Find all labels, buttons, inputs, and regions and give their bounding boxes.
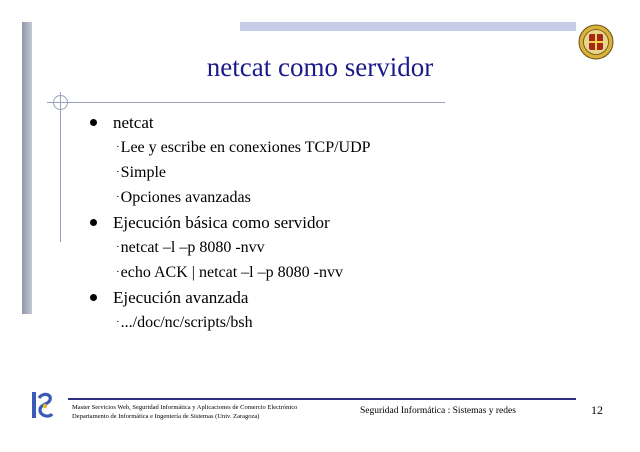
sub-text: Opciones avanzadas bbox=[120, 189, 251, 206]
rule-ring-ornament bbox=[53, 95, 68, 110]
sub-marker: · bbox=[116, 141, 120, 153]
bullet-item bbox=[90, 110, 550, 135]
sub-item bbox=[90, 310, 550, 335]
footer-credits bbox=[72, 403, 297, 421]
bullet-item bbox=[90, 285, 550, 310]
sub-text: netcat –l –p 8080 -nvv bbox=[120, 239, 265, 256]
sub-item bbox=[90, 135, 550, 160]
sub-marker: · bbox=[116, 266, 120, 278]
sub-item bbox=[90, 235, 550, 260]
sub-marker: · bbox=[116, 191, 120, 203]
footer-line-2: Departamento de Informática e Ingeniería de Sistemas (Univ. Zaragoza) bbox=[72, 413, 260, 420]
sub-text: .../doc/nc/scripts/bsh bbox=[120, 314, 253, 331]
sub-text: Lee y escribe en conexiones TCP/UDP bbox=[120, 139, 371, 156]
bullet-dot-icon bbox=[90, 219, 97, 226]
department-logo-icon bbox=[30, 390, 54, 420]
bullet-dot-icon bbox=[90, 119, 97, 126]
footer-rule bbox=[68, 398, 576, 400]
footer-course-title: Seguridad Informática : Sistemas y redes bbox=[360, 406, 516, 416]
sub-marker: · bbox=[116, 316, 120, 328]
title-rule-horizontal bbox=[47, 102, 445, 103]
footer-line-1: Master Servicios Web, Seguridad Informática y Aplicaciones de Comercio Electrónico bbox=[72, 404, 298, 411]
title-rule-vertical bbox=[60, 92, 61, 242]
sub-item bbox=[90, 260, 550, 285]
bullet-text: Ejecución avanzada bbox=[113, 288, 249, 307]
bullet-text: netcat bbox=[113, 113, 154, 132]
sub-item bbox=[90, 185, 550, 210]
sub-text: echo ACK | netcat –l –p 8080 -nvv bbox=[120, 264, 343, 281]
top-decor-bar bbox=[240, 22, 576, 31]
bullet-text: Ejecución básica como servidor bbox=[113, 213, 330, 232]
bullet-list bbox=[90, 110, 550, 335]
left-decor-bar bbox=[22, 22, 32, 314]
page-number: 12 bbox=[591, 403, 603, 417]
sub-item bbox=[90, 160, 550, 185]
bullet-item bbox=[90, 210, 550, 235]
sub-text: Simple bbox=[120, 164, 167, 181]
university-crest-icon bbox=[578, 24, 614, 60]
sub-marker: · bbox=[116, 166, 120, 178]
sub-marker: · bbox=[116, 241, 120, 253]
bullet-dot-icon bbox=[90, 294, 97, 301]
slide-title: netcat como servidor bbox=[206, 52, 434, 82]
